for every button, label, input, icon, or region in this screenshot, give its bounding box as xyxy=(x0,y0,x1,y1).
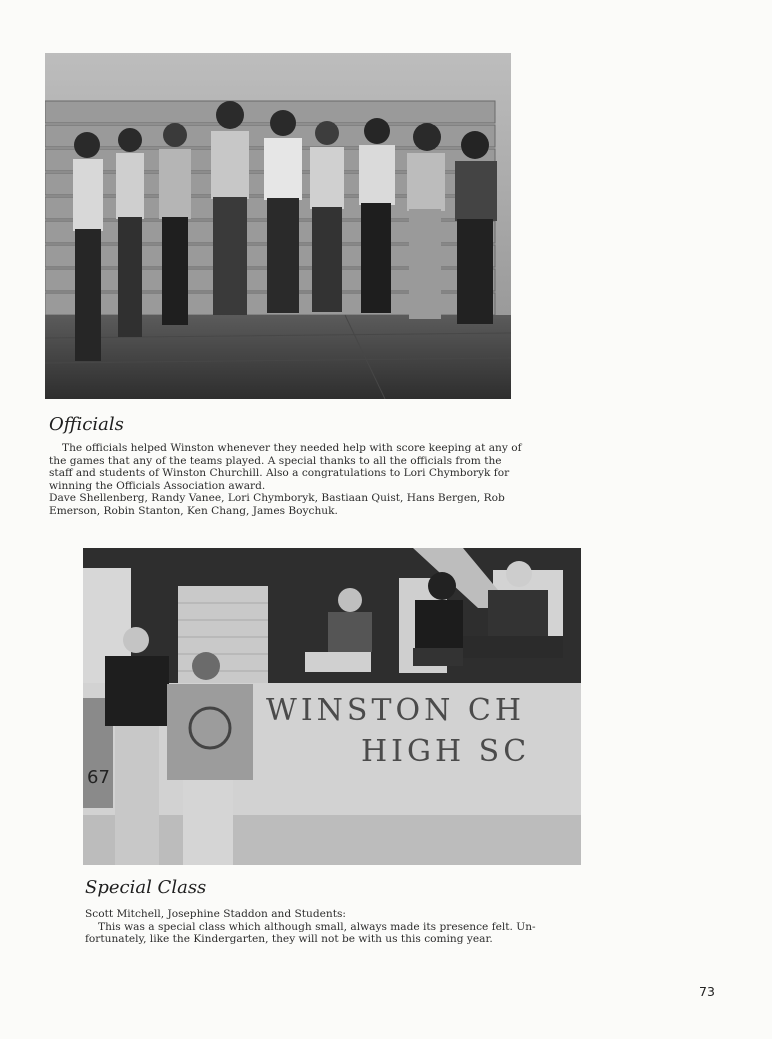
officials-heading: Officials xyxy=(49,414,124,435)
special-class-line: Scott Mitchell, Josephine Staddon and Students: xyxy=(85,908,346,920)
officials-group-photo xyxy=(45,53,511,399)
sign-line-1: WINSTON CH xyxy=(266,693,525,728)
officials-names-line: Emerson, Robin Stanton, Ken Chang, James Boychuk. xyxy=(49,504,338,517)
special-class-heading: Special Class xyxy=(85,877,207,898)
special-class-photo xyxy=(83,548,581,865)
special-class-paragraph xyxy=(85,908,585,946)
officials-names-line: Dave Shellenberg, Randy Vanee, Lori Chymboryk, Bastiaan Quist, Hans Bergen, Rob xyxy=(49,492,505,505)
sign-number: 67 xyxy=(87,767,110,788)
officials-paragraph xyxy=(49,442,569,518)
officials-line: the games that any of the teams played. A special thanks to all the officials from the xyxy=(49,454,502,467)
officials-line: staff and students of Winston Churchill. Also a congratulations to Lori Chymboryk for xyxy=(49,467,510,480)
sign-line-2: HIGH SC xyxy=(361,734,531,769)
page-number: 73 xyxy=(699,984,715,999)
officials-line: The officials helped Winston whenever they needed help with score keeping at any of xyxy=(62,442,522,454)
special-class-line: This was a special class which although small, always made its presence felt. Un- xyxy=(98,920,536,933)
officials-line: winning the Officials Association award. xyxy=(49,479,266,492)
special-class-line: fortunately, like the Kindergarten, they will not be with us this coming year. xyxy=(85,933,493,946)
